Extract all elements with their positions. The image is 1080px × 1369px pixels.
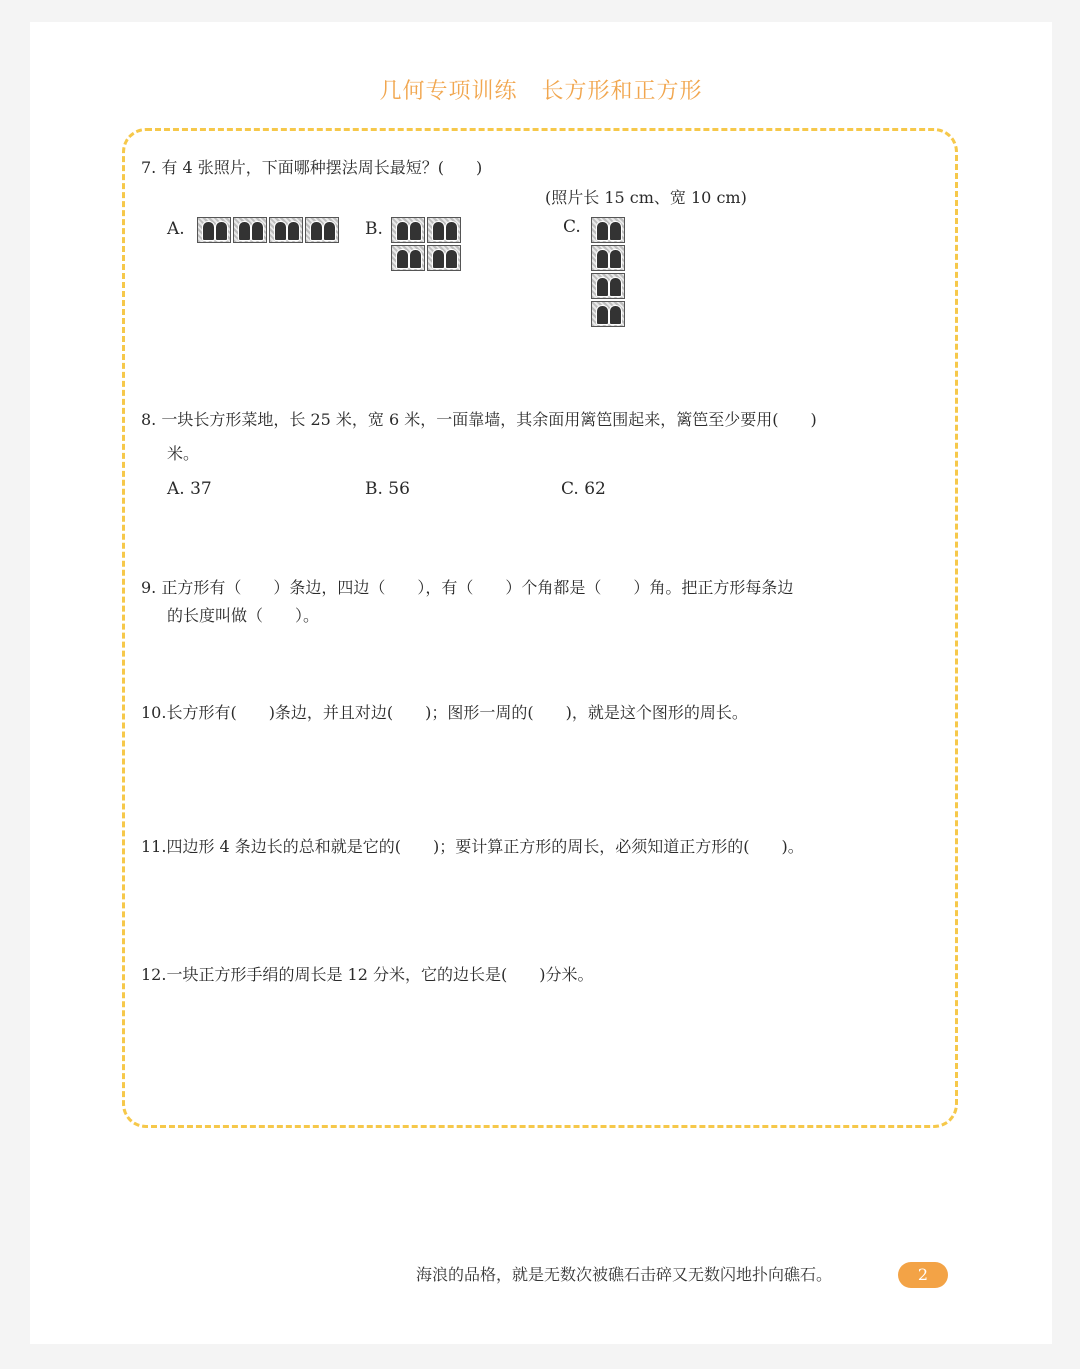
- photo-image: [197, 217, 231, 243]
- question-7-option-a-label: A.: [167, 219, 185, 239]
- question-8-option-b: B. 56: [365, 479, 410, 499]
- question-9-line1: 9. 正方形有（ ）条边，四边（ ），有（ ）个角都是（ ）角。把正方形每条边: [141, 578, 794, 597]
- page-title: [30, 74, 1052, 105]
- page-number-badge: 2: [898, 1262, 948, 1288]
- photo-image: [233, 217, 267, 243]
- photo-image: [305, 217, 339, 243]
- photo-image: [269, 217, 303, 243]
- question-11: 11.四边形 4 条边长的总和就是它的( )；要计算正方形的周长，必须知道正方形的( )。: [141, 837, 804, 856]
- question-8-line1: 8. 一块长方形菜地，长 25 米，宽 6 米，一面靠墙，其余面用篱笆围起来，篱笆至少要用( ): [141, 410, 817, 429]
- photo-image: [391, 245, 425, 271]
- question-10: 10.长方形有( )条边，并且对边( )；图形一周的( )，就是这个图形的周长。: [141, 703, 748, 722]
- photo-arrangement-a: [197, 217, 339, 243]
- question-8-option-a: A. 37: [167, 479, 212, 499]
- question-8-option-c: C. 62: [561, 479, 606, 499]
- title-topic: 几何专项训练: [379, 79, 518, 104]
- photo-image: [591, 245, 625, 271]
- question-9-line2: 的长度叫做（ ）。: [167, 606, 320, 625]
- questions-box: [122, 128, 958, 1128]
- question-7-note: (照片长 15 cm、宽 10 cm): [545, 188, 747, 207]
- photo-image: [391, 217, 425, 243]
- photo-arrangement-c: [591, 217, 625, 327]
- footer-quote: 海浪的品格，就是无数次被礁石击碎又无数闪地扑向礁石。: [416, 1265, 833, 1284]
- photo-image: [591, 217, 625, 243]
- photo-image: [427, 217, 461, 243]
- worksheet-page: [30, 22, 1052, 1344]
- photo-image: [591, 273, 625, 299]
- question-12: 12.一块正方形手绢的周长是 12 分米，它的边长是( )分米。: [141, 965, 594, 984]
- question-7: 7. 有 4 张照片，下面哪种摆法周长最短？( ): [141, 158, 483, 177]
- question-8-line2: 米。: [167, 444, 200, 463]
- title-subtopic: 长方形和正方形: [541, 79, 703, 104]
- question-7-option-b-label: B.: [365, 219, 383, 239]
- photo-image: [427, 245, 461, 271]
- photo-arrangement-b: [391, 217, 461, 271]
- question-7-option-c-label: C.: [563, 217, 581, 237]
- photo-image: [591, 301, 625, 327]
